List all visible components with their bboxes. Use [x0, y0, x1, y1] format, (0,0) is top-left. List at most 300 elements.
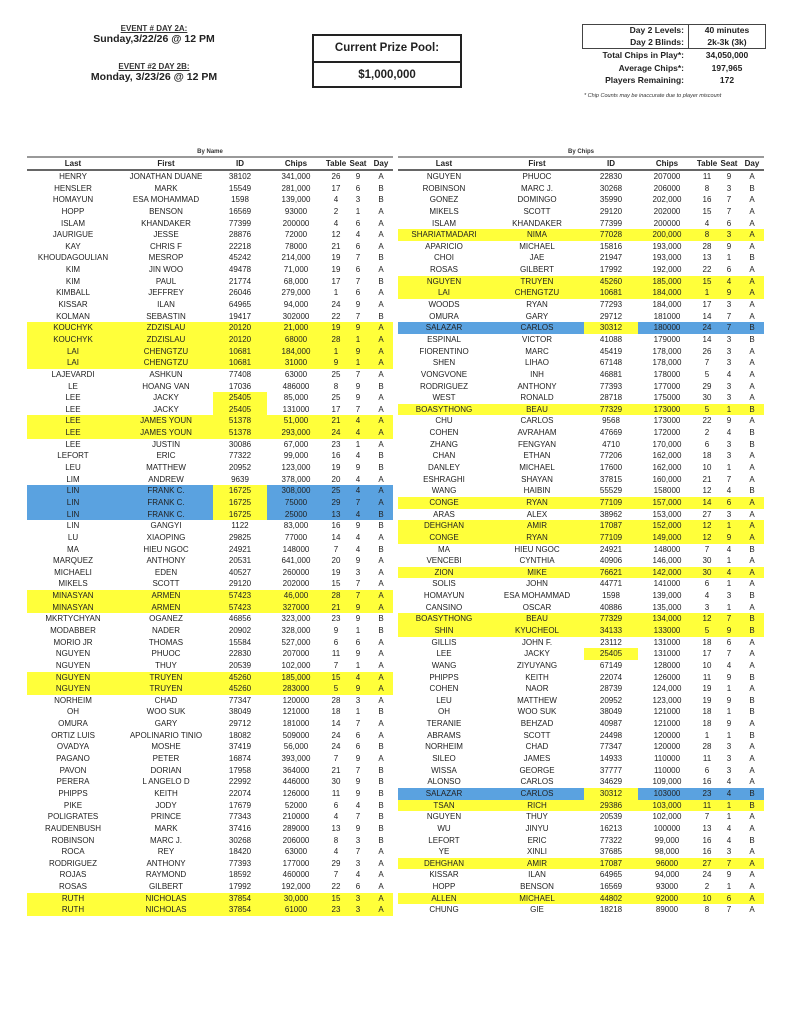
player-id-cell: 1598: [602, 591, 620, 601]
col-first: First: [157, 159, 175, 168]
day-cell: A: [378, 882, 384, 892]
first-name-cell: RAYMOND: [145, 870, 187, 880]
player-id-cell: 30312: [584, 788, 638, 800]
first-name-cell: ETHAN: [523, 451, 551, 461]
player-id-cell: 16569: [599, 882, 623, 892]
table-row: [398, 264, 764, 276]
player-id-cell: 40906: [599, 556, 623, 566]
last-name-cell: ROCA: [61, 847, 85, 857]
table-number-cell: 24: [331, 428, 341, 438]
table-row: [27, 602, 393, 614]
table-number-cell: 19: [331, 265, 341, 275]
first-name-cell: TRUYEN: [520, 276, 554, 286]
seat-number-cell: 9: [726, 241, 732, 251]
day-cell: A: [749, 567, 755, 577]
last-name-cell: ISLAM: [431, 218, 456, 228]
player-id-cell: 40527: [228, 567, 252, 577]
chip-count-cell: 146,000: [652, 556, 682, 566]
last-name-cell: DEHGHAN: [423, 858, 464, 868]
seat-number-cell: 3: [355, 195, 361, 205]
player-id-cell: 18592: [228, 870, 252, 880]
player-id-cell: 38962: [599, 509, 623, 519]
chip-count-cell: 341,000: [281, 172, 311, 181]
seat-number-cell: 9: [355, 649, 361, 659]
first-name-cell: MARC J.: [150, 835, 182, 845]
first-name-cell: KEITH: [525, 672, 549, 682]
first-name-cell: RICH: [527, 800, 547, 810]
first-name-cell: GEORGE: [519, 765, 555, 775]
table-number-cell: 24: [331, 742, 341, 752]
table-row: [398, 683, 764, 695]
chip-count-cell: 177000: [653, 381, 681, 391]
day-cell: A: [749, 172, 755, 181]
first-name-cell: JEFFREY: [148, 288, 184, 298]
first-name-cell: AMIR: [527, 858, 547, 868]
table-row: [398, 322, 764, 334]
last-name-cell: MIKELS: [429, 206, 459, 216]
chip-count-cell: 279,000: [281, 288, 311, 298]
seat-number-cell: 7: [726, 323, 732, 333]
player-id-cell: 34629: [599, 777, 623, 787]
seat-number-cell: 9: [355, 172, 361, 181]
last-name-cell: SILEO: [432, 754, 456, 764]
table-row: [398, 299, 764, 311]
table-header: [398, 156, 764, 171]
seat-number-cell: 4: [355, 451, 361, 461]
first-name-cell: ZDZISLAU: [146, 323, 186, 333]
seat-number-cell: 9: [726, 695, 732, 705]
day-cell: B: [749, 730, 755, 740]
player-id-cell: 38049: [228, 707, 252, 717]
first-name-cell: AMIR: [527, 521, 547, 531]
last-name-cell: PERERA: [56, 777, 90, 787]
table-number-cell: 17: [702, 300, 712, 310]
last-name-cell: CANSINO: [425, 602, 463, 612]
day-cell: A: [378, 532, 384, 542]
chip-count-cell: 120000: [282, 695, 310, 705]
first-name-cell: BENSON: [520, 882, 554, 892]
first-name-cell: OSCAR: [522, 602, 552, 612]
day-cell: A: [378, 579, 384, 589]
player-id-cell: 4710: [602, 439, 620, 449]
stat-label: Day 2 Levels:: [583, 25, 689, 37]
player-id-cell: 77347: [599, 742, 623, 752]
last-name-cell: MARQUEZ: [53, 556, 93, 566]
table-row: [398, 672, 764, 684]
stat-value: 172: [719, 75, 735, 85]
day-cell: A: [749, 300, 755, 310]
seat-number-cell: 7: [355, 719, 361, 729]
table-row: [398, 509, 764, 521]
chip-count-cell: 160,000: [652, 474, 682, 484]
table-row: [27, 392, 393, 404]
last-name-cell: MINASYAN: [52, 591, 94, 601]
last-name-cell: ARAS: [433, 509, 455, 519]
seat-number-cell: 9: [355, 300, 361, 310]
first-name-cell: GIE: [530, 905, 544, 915]
table-row: [27, 183, 393, 195]
table-row: [398, 835, 764, 847]
player-id-cell: 29120: [228, 579, 252, 589]
stat-label: Day 2 Blinds:: [583, 37, 689, 49]
table-number-cell: 29: [702, 381, 712, 391]
table-number-cell: 7: [333, 870, 339, 880]
chip-count-cell: 85,000: [283, 393, 309, 403]
day-cell: A: [378, 684, 384, 694]
table-row: [27, 776, 393, 788]
last-name-cell: MORIO JR: [53, 637, 93, 647]
table-row: [398, 788, 764, 800]
last-name-cell: OVADYA: [56, 742, 90, 752]
table-number-cell: 23: [331, 614, 341, 624]
day-cell: A: [749, 905, 755, 915]
table-row: [27, 578, 393, 590]
chip-count-disclaimer: * Chip Counts may be inaccurate due to player miscount: [584, 93, 722, 99]
chip-count-cell: 89000: [655, 905, 679, 915]
chip-count-cell: 110000: [653, 754, 681, 764]
chip-count-cell: 102,000: [281, 660, 311, 670]
last-name-cell: LIM: [66, 474, 80, 484]
chip-count-cell: 181000: [282, 719, 310, 729]
table-row: [398, 718, 764, 730]
seat-number-cell: 1: [726, 579, 732, 589]
stat-players-remaining: [582, 74, 766, 87]
day-cell: A: [378, 265, 384, 275]
seat-number-cell: 4: [355, 544, 361, 554]
player-id-cell: 17992: [228, 882, 252, 892]
table-number-cell: 15: [702, 276, 712, 286]
chip-count-cell: 148000: [282, 544, 310, 554]
first-name-cell: JINYU: [525, 823, 549, 833]
event-label: EVENT #2 DAY 2B:: [118, 62, 190, 71]
player-id-cell: 46881: [599, 369, 623, 379]
last-name-cell: CONGE: [429, 532, 459, 542]
seat-number-cell: 3: [726, 393, 732, 403]
chip-count-cell: 178000: [653, 369, 681, 379]
day-cell: A: [749, 265, 755, 275]
table-number-cell: 16: [702, 777, 712, 787]
seat-number-cell: 1: [355, 334, 361, 344]
day-cell: B: [378, 463, 384, 473]
chip-count-cell: 152,000: [652, 521, 682, 531]
table-row: [27, 311, 393, 323]
table-row: [27, 450, 393, 462]
table-number-cell: 10: [702, 660, 712, 670]
chip-count-cell: 52000: [284, 800, 308, 810]
last-name-cell: ALONSO: [427, 777, 461, 787]
chip-count-cell: 72000: [284, 230, 308, 240]
table-number-cell: 7: [704, 812, 710, 822]
table-header: [27, 156, 393, 171]
day-cell: A: [378, 870, 384, 880]
player-id-cell: 45260: [228, 672, 252, 682]
last-name-cell: TSAN: [433, 800, 455, 810]
chip-count-cell: 206000: [653, 183, 681, 193]
player-id-cell: 77399: [599, 218, 623, 228]
col-chips: Chips: [284, 159, 308, 168]
table-row: [27, 252, 393, 264]
last-name-cell: KOLMAN: [56, 311, 90, 321]
table-row: [27, 811, 393, 823]
first-name-cell: NICHOLAS: [145, 893, 187, 903]
last-name-cell: ESHRAGHI: [423, 474, 465, 484]
col-last: Last: [64, 159, 82, 168]
chip-count-cell: 30,000: [283, 893, 309, 903]
first-name-cell: ESA MOHAMMAD: [132, 195, 200, 205]
table-row: [398, 648, 764, 660]
day-cell: A: [378, 358, 384, 368]
chip-count-cell: 207000: [653, 172, 681, 181]
seat-number-cell: 4: [726, 567, 732, 577]
seat-number-cell: 4: [355, 800, 361, 810]
stat-total-chips: [582, 49, 766, 62]
first-name-cell: MOSHE: [151, 742, 181, 752]
player-id-cell: 20531: [228, 556, 252, 566]
chip-count-cell: 109,000: [652, 777, 682, 787]
day-cell: B: [378, 253, 384, 263]
table-row: [398, 346, 764, 358]
seat-number-cell: 9: [355, 754, 361, 764]
day-cell: A: [378, 486, 384, 496]
table-number-cell: 25: [331, 486, 341, 496]
table-row: [398, 823, 764, 835]
last-name-cell: LAI: [66, 346, 79, 356]
table-row: [398, 206, 764, 218]
last-name-cell: SALAZAR: [425, 323, 463, 333]
first-name-cell: TRUYEN: [149, 684, 183, 694]
table-number-cell: 14: [331, 532, 341, 542]
player-id-cell: 9639: [231, 474, 249, 484]
first-name-cell: GILBERT: [148, 882, 184, 892]
first-name-cell: NIMA: [527, 230, 547, 240]
table-row: [398, 392, 764, 404]
table-number-cell: 6: [704, 439, 710, 449]
day-cell: A: [749, 602, 755, 612]
last-name-cell: KIM: [65, 265, 81, 275]
table-row: [27, 334, 393, 346]
day-cell: A: [749, 230, 755, 240]
day-cell: A: [749, 451, 755, 461]
first-name-cell: ANTHONY: [146, 858, 186, 868]
day-cell: B: [749, 800, 755, 810]
seat-number-cell: 6: [355, 265, 361, 275]
last-name-cell: MODABBER: [50, 625, 96, 635]
player-id-cell: 28739: [599, 684, 623, 694]
table-row: [398, 811, 764, 823]
last-name-cell: HOMAYUN: [52, 195, 94, 205]
seat-number-cell: 9: [726, 532, 732, 542]
last-name-cell: KISSAR: [429, 870, 459, 880]
table-row: [27, 858, 393, 870]
seat-number-cell: 4: [355, 870, 361, 880]
day-cell: A: [378, 754, 384, 764]
first-name-cell: REY: [157, 847, 175, 857]
table-number-cell: 27: [702, 509, 712, 519]
table-row: [27, 544, 393, 556]
last-name-cell: CONGE: [429, 497, 459, 507]
player-id-cell: 15816: [599, 241, 623, 251]
chip-count-cell: 162,000: [652, 451, 682, 461]
table-row: [27, 718, 393, 730]
last-name-cell: ZION: [434, 567, 454, 577]
day-cell: A: [378, 241, 384, 251]
first-name-cell: MIKE: [527, 567, 547, 577]
table-number-cell: 21: [331, 241, 341, 251]
table-number-cell: 12: [702, 532, 712, 542]
table-number-cell: 1: [704, 730, 710, 740]
player-id-cell: 37815: [599, 474, 623, 484]
player-id-cell: 22830: [599, 172, 623, 181]
table-row: [27, 474, 393, 486]
table-row: [398, 497, 764, 509]
col-last: Last: [435, 159, 453, 168]
first-name-cell: PHUOC: [522, 172, 552, 181]
table-row: [398, 474, 764, 486]
day-cell: A: [749, 858, 755, 868]
table-row: [398, 334, 764, 346]
table-number-cell: 16: [702, 195, 712, 205]
day-cell: A: [378, 660, 384, 670]
seat-number-cell: 7: [726, 905, 732, 915]
chip-count-cell: 378,000: [281, 474, 311, 484]
player-id-cell: 20902: [228, 625, 252, 635]
table-number-cell: 22: [331, 882, 341, 892]
chip-count-cell: 157,000: [652, 497, 682, 507]
seat-number-cell: 9: [355, 393, 361, 403]
first-name-cell: JODY: [155, 800, 177, 810]
last-name-cell: ESPINAL: [427, 334, 461, 344]
table-row: [398, 706, 764, 718]
table-row: [27, 369, 393, 381]
last-name-cell: LIN: [66, 509, 80, 519]
table-number-cell: 28: [331, 695, 341, 705]
table-row: [398, 241, 764, 253]
table-row: [398, 753, 764, 765]
table-row: [27, 753, 393, 765]
table-number-cell: 8: [333, 381, 339, 391]
last-name-cell: ROBINSON: [422, 183, 466, 193]
table-row: [398, 311, 764, 323]
last-name-cell: LEU: [436, 695, 452, 705]
day-cell: A: [749, 812, 755, 822]
table-row: [398, 730, 764, 742]
first-name-cell: JUSTIN: [152, 439, 180, 449]
first-name-cell: RYAN: [526, 300, 548, 310]
table-number-cell: 2: [704, 882, 710, 892]
table-number-cell: 7: [704, 544, 710, 554]
table-number-cell: 26: [702, 346, 712, 356]
table-row: [27, 299, 393, 311]
player-id-cell: 77322: [228, 451, 252, 461]
table-caption: By Name: [197, 149, 223, 155]
last-name-cell: ROSAS: [429, 265, 458, 275]
player-id-cell: 18082: [228, 730, 252, 740]
day-cell: A: [749, 532, 755, 542]
table-number-cell: 5: [333, 684, 339, 694]
day-cell: B: [378, 625, 384, 635]
player-id-cell: 18420: [228, 847, 252, 857]
seat-number-cell: 3: [726, 451, 732, 461]
player-id-cell: 34133: [599, 625, 623, 635]
last-name-cell: KHOUDAGOULIAN: [37, 253, 109, 263]
chip-count-cell: 126000: [653, 672, 681, 682]
day-cell: B: [378, 707, 384, 717]
first-name-cell: ANDREW: [148, 474, 184, 484]
chip-count-cell: 364000: [282, 765, 310, 775]
table-row: [27, 660, 393, 672]
day-cell: B: [378, 788, 384, 798]
day-cell: A: [749, 369, 755, 379]
player-id-cell: 16725: [213, 485, 267, 497]
table-number-cell: 12: [702, 614, 712, 624]
player-id-cell: 55529: [599, 486, 623, 496]
day-cell: A: [749, 497, 755, 507]
day-cell: A: [749, 579, 755, 589]
table-number-cell: 23: [331, 439, 341, 449]
first-name-cell: FRANK C.: [147, 509, 185, 519]
player-id-cell: 21774: [228, 276, 252, 286]
chip-count-cell: 61000: [284, 905, 308, 915]
day-cell: A: [749, 649, 755, 659]
player-id-cell: 29120: [599, 206, 623, 216]
table-number-cell: 21: [702, 474, 712, 484]
seat-number-cell: 1: [726, 463, 732, 473]
player-id-cell: 20120: [228, 334, 252, 344]
last-name-cell: WOODS: [428, 300, 460, 310]
table-number-cell: 19: [331, 253, 341, 263]
day-cell: A: [749, 509, 755, 519]
table-number-cell: 12: [702, 486, 712, 496]
last-name-cell: POLIGRATES: [47, 812, 99, 822]
table-by-name: [27, 148, 393, 916]
player-id-cell: 22074: [228, 788, 252, 798]
last-name-cell: TERANIE: [426, 719, 462, 729]
first-name-cell: SHAYAN: [521, 474, 553, 484]
player-id-cell: 15584: [228, 637, 252, 647]
day-cell: A: [378, 300, 384, 310]
chip-count-cell: 184,000: [652, 288, 682, 298]
first-name-cell: FRANK C.: [147, 486, 185, 496]
seat-number-cell: 6: [355, 882, 361, 892]
last-name-cell: WEST: [432, 393, 456, 403]
first-name-cell: CARLOS: [520, 788, 554, 798]
col-seat: Seat: [720, 159, 738, 168]
table-row: [398, 439, 764, 451]
first-name-cell: DORIAN: [150, 765, 182, 775]
chip-count-cell: 178,000: [652, 346, 682, 356]
seat-number-cell: 9: [355, 463, 361, 473]
day-cell: A: [378, 858, 384, 868]
first-name-cell: JAMES YOUN: [140, 416, 192, 426]
last-name-cell: ABRAMS: [427, 730, 461, 740]
first-name-cell: ERIC: [156, 451, 176, 461]
table-number-cell: 17: [331, 404, 341, 414]
first-name-cell: ILAN: [528, 870, 546, 880]
seat-number-cell: 6: [355, 218, 361, 228]
chip-count-cell: 100000: [653, 823, 681, 833]
chip-count-cell: 51,000: [283, 416, 309, 426]
table-number-cell: 7: [333, 544, 339, 554]
table-number-cell: 16: [702, 835, 712, 845]
day-cell: A: [749, 416, 755, 426]
stat-value: 197,965: [711, 62, 743, 73]
day-cell: B: [378, 381, 384, 391]
table-row: [398, 171, 764, 183]
table-row: [398, 183, 764, 195]
first-name-cell: MARK: [154, 183, 178, 193]
last-name-cell: WU: [437, 823, 451, 833]
table-row: [398, 276, 764, 288]
